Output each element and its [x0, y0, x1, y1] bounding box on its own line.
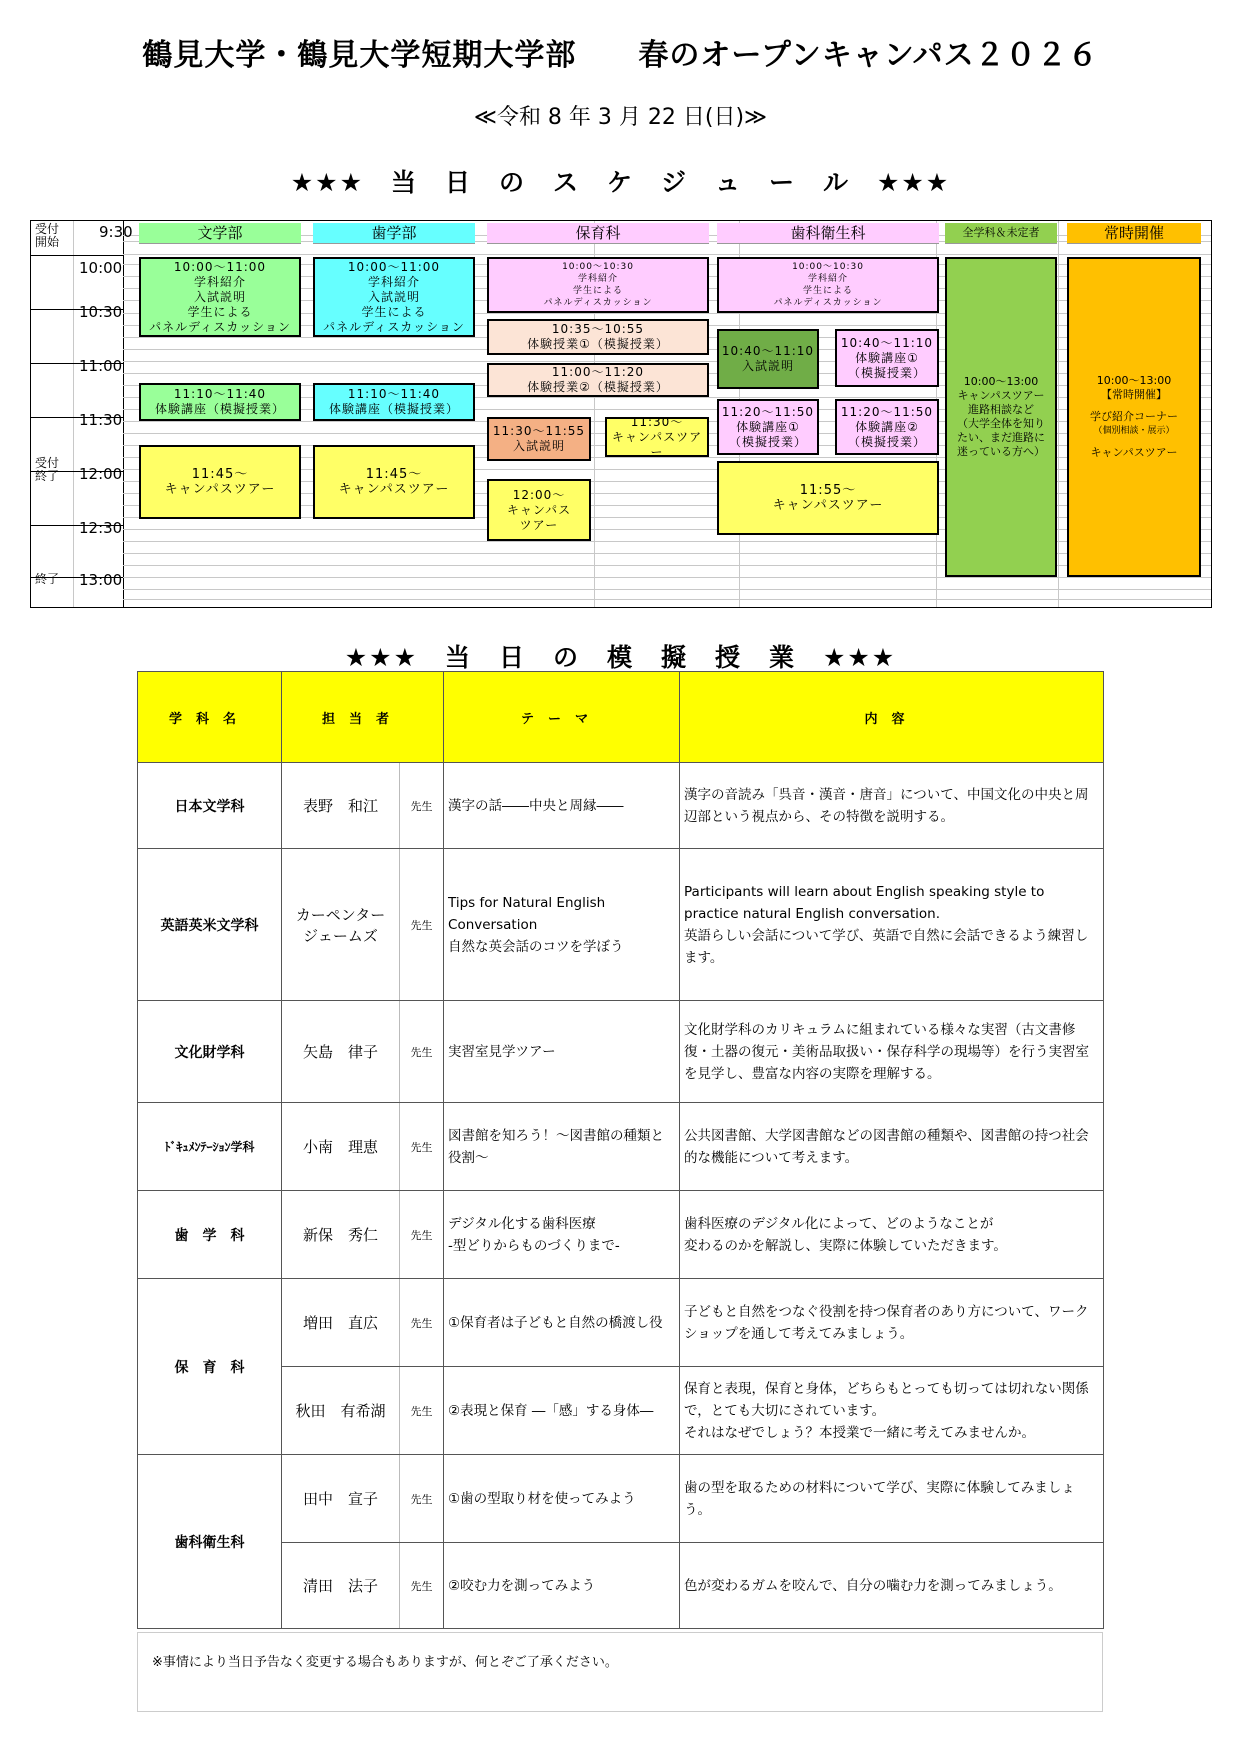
time-label: 10:00: [79, 259, 123, 277]
table-row: 清田 法子 先生 ②咬む力を測ってみよう 色が変わるガムを咬んで、自分の噛む力を測ってみましょう。: [138, 1543, 1104, 1629]
session-block: 10:00～10:30 学科紹介 学生による パネルディスカッション: [487, 257, 709, 313]
session-block: 10:00～13:00 キャンパスツアー 進路相談など （大学全体を知り たい、まだ進路に 迷っている方へ）: [945, 257, 1057, 577]
session-block: 10:35～10:55 体験授業①（模擬授業）: [487, 319, 709, 355]
classes-heading: ★★★ 当 日 の 模 擬 授 業 ★★★: [344, 643, 897, 672]
dept-header-dentistry: 歯学部: [313, 223, 475, 244]
schedule-grid: [30, 220, 1212, 608]
dept-header-all: 全学科＆未定者: [945, 223, 1057, 244]
dept-header-literature: 文学部: [139, 223, 301, 244]
session-block: 10:00～11:00 学科紹介 入試説明 学生による パネルディスカッション: [139, 257, 301, 337]
table-row: 日本文学科 表野 和江 先生 漢字の話――中央と周縁―― 漢字の音読み「呉音・漢音・唐音」について、中国文化の中央と周辺部という視点から、その特徴を説明する。: [138, 763, 1104, 849]
session-block: 11:45～ キャンパスツアー: [139, 445, 301, 519]
session-block: 10:40～11:10 入試説明: [717, 329, 819, 389]
header-theme: テーマ: [444, 672, 680, 763]
table-row: 保 育 科 増田 直広 先生 ①保育者は子どもと自然の橋渡し役 子どもと自然をつなぐ役割を持つ保育者のあり方について、ワークショップを通して考えてみましょう。: [138, 1279, 1104, 1367]
table-row: 英語英米文学科 カーペンター ジェームズ 先生 Tips for Natural English Conversation 自然な英会話のコツを学ぼう Participants will learn about English speaking style to practice natural English conversation. 英語らしい会話について学び、英語で自然に会話できるよう練習します。: [138, 849, 1104, 1001]
table-row: ﾄﾞｷｭﾒﾝﾃｰｼｮﾝ学科 小南 理恵 先生 図書館を知ろう！～図書館の種類と役割～ 公共図書館、大学図書館などの図書館の種類や、図書館の持つ社会的な機能について考えます。: [138, 1103, 1104, 1191]
header-dept: 学科名: [138, 672, 282, 763]
session-block: 11:10～11:40 体験講座（模擬授業）: [313, 383, 475, 421]
reception-close-label: 受付終了: [35, 456, 60, 483]
table-header-row: [138, 672, 1104, 763]
reception-open-label: 受付開始: [35, 222, 60, 249]
end-label: 終了: [35, 572, 60, 586]
table-row: 歯科衛生科 田中 宣子 先生 ①歯の型取り材を使ってみよう 歯の型を取るための材料について学び、実際に体験してみましょう。: [138, 1455, 1104, 1543]
time-label: 13:00: [79, 571, 123, 589]
session-block: 10:00～13:00 【常時開催】 学び紹介コーナー （個別相談・展示） キャンパスツアー: [1067, 257, 1201, 577]
header-teacher: 担当者: [282, 672, 444, 763]
time-label: 12:00: [79, 465, 123, 483]
table-row: 秋田 有希湖 先生 ②表現と保育 ―「感」する身体― 保育と表現，保育と身体，どちらもとっても切っては切れない関係で，とても大切にされています。 それはなぜでしょう？本授業で一緒に考えてみませんか。: [138, 1367, 1104, 1455]
schedule-heading: ★★★ 当 日 の ス ケ ジ ュ ー ル ★★★: [290, 168, 951, 197]
table-row: 文化財学科 矢島 律子 先生 実習室見学ツアー 文化財学科のカリキュラムに組まれている様々な実習（古文書修復・土器の復元・美術品取扱い・保存科学の現場等）を行う実習室を見学し、豊富な内容の実際を理解する。: [138, 1001, 1104, 1103]
time-label: 12:30: [79, 519, 123, 537]
dept-header-dental-hygiene: 歯科衛生科: [717, 223, 939, 244]
session-block: 11:45～ キャンパスツアー: [313, 445, 475, 519]
time-label: 10:30: [79, 303, 123, 321]
dept-header-childcare: 保育科: [487, 223, 709, 244]
time-label: 11:30: [79, 411, 123, 429]
session-block: 11:30～11:55 入試説明: [487, 417, 591, 461]
table-row: 歯 学 科 新保 秀仁 先生 デジタル化する歯科医療 -型どりからものづくりまで- 歯科医療のデジタル化によって、どのようなことが 変わるのかを解説し、実際に体験していただきます。: [138, 1191, 1104, 1279]
session-block: 10:40～11:10 体験講座① （模擬授業）: [835, 329, 939, 387]
session-block: 11:00～11:20 体験授業②（模擬授業）: [487, 363, 709, 397]
time-label: 11:00: [79, 357, 123, 375]
session-block: 11:20～11:50 体験講座② （模擬授業）: [835, 399, 939, 455]
session-block: 11:20～11:50 体験講座① （模擬授業）: [717, 399, 819, 455]
header-content: 内容: [680, 672, 1104, 763]
session-block: 11:55～ キャンパスツアー: [717, 461, 939, 535]
mock-class-table: [137, 671, 1104, 1629]
session-block: 11:10～11:40 体験講座（模擬授業）: [139, 383, 301, 421]
dept-header-always: 常時開催: [1067, 223, 1201, 244]
footnote: ※事情により当日予告なく変更する場合もありますが、何とぞご了承ください。: [137, 1632, 1103, 1712]
event-date: ≪令和 8 年 3 月 22 日(日)≫: [473, 105, 768, 130]
session-block: 12:00～ キャンパス ツアー: [487, 479, 591, 541]
session-block: 10:00～10:30 学科紹介 学生による パネルディスカッション: [717, 257, 939, 313]
time-label: 9:30: [99, 223, 133, 241]
session-block: 10:00～11:00 学科紹介 入試説明 学生による パネルディスカッション: [313, 257, 475, 337]
page-title: 鶴見大学・鶴見大学短期大学部 春のオープンキャンパス２０２６: [142, 38, 1099, 73]
session-block: 11:30～ キャンパスツアー: [605, 417, 709, 457]
